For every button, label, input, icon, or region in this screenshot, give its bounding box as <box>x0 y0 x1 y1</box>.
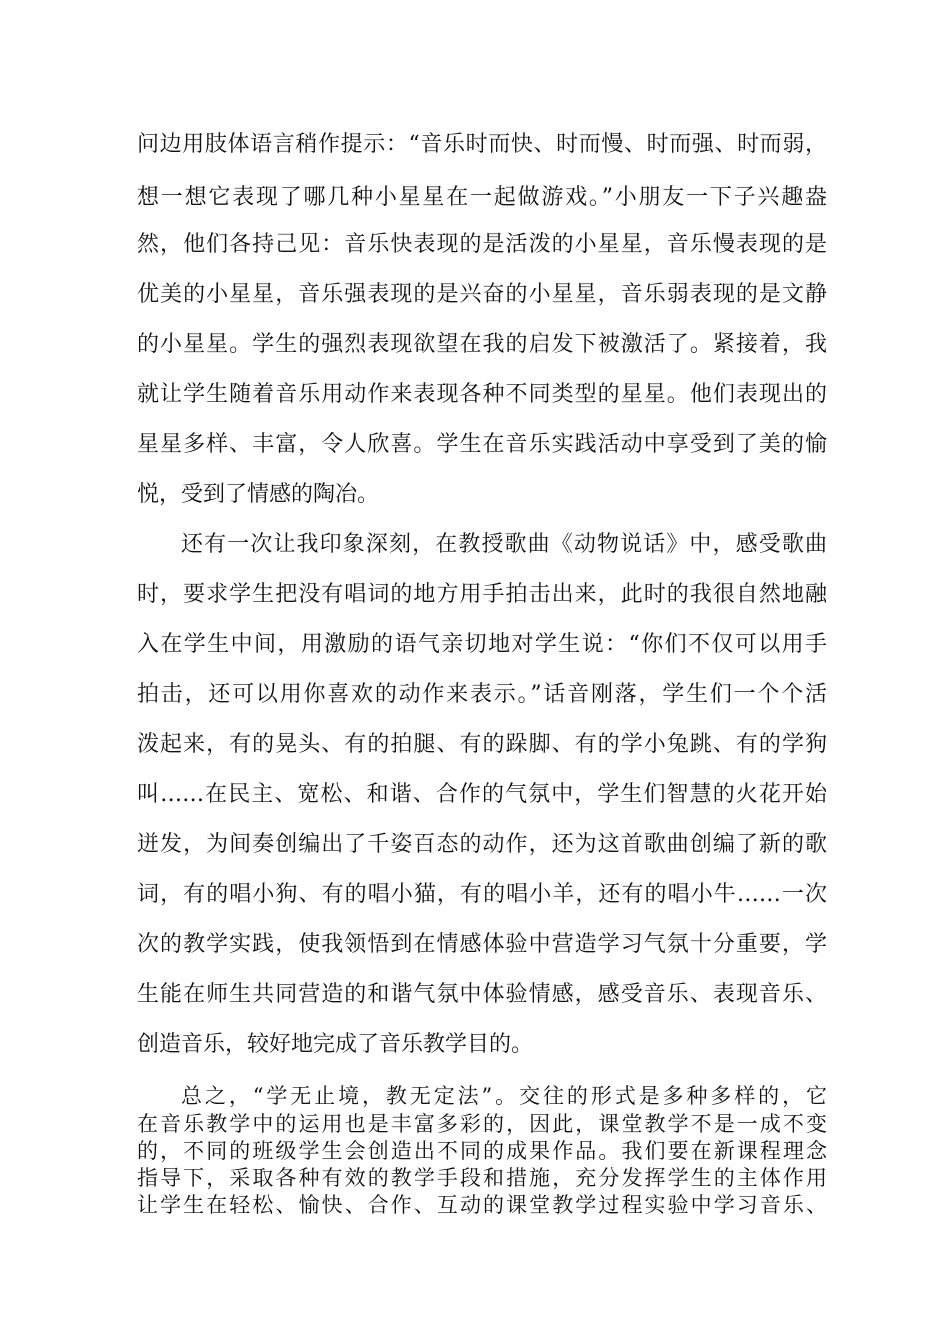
text-line: 总之，“学无止境，教无定法”。交往的形式是多种多样的，它 <box>181 1084 827 1108</box>
text-line: 迸发，为间奏创编出了千姿百态的动作，还为这首歌曲创编了新的歌 <box>137 832 827 857</box>
text-line: 生能在师生共同营造的和谐气氛中体验情感，感受音乐、表现音乐、 <box>137 982 827 1007</box>
text-line: 的小星星。学生的强烈表现欲望在我的启发下被激活了。紧接着，我 <box>137 332 827 357</box>
text-line: 的，不同的班级学生会创造出不同的成果作品。我们要在新课程理念 <box>137 1139 827 1163</box>
text-line: 叫……在民主、宽松、和谐、合作的气氛中，学生们智慧的火花开始 <box>137 782 827 807</box>
text-line: 次的教学实践，使我领悟到在情感体验中营造学习气氛十分重要，学 <box>137 932 827 957</box>
text-line: 在音乐教学中的运用也是丰富多彩的，因此，课堂教学不是一成不变 <box>137 1112 827 1136</box>
text-line: 词，有的唱小狗、有的唱小猫，有的唱小羊，还有的唱小牛……一次 <box>137 882 827 907</box>
text-line: 创造音乐，较好地完成了音乐教学目的。 <box>137 1032 534 1057</box>
text-line: 然，他们各持己见：音乐快表现的是活泼的小星星，音乐慢表现的是 <box>137 232 827 257</box>
text-line: 拍击，还可以用你喜欢的动作来表示。”话音刚落，学生们一个个活 <box>137 682 827 707</box>
text-line: 悦，受到了情感的陶冶。 <box>137 482 380 507</box>
text-line: 星星多样、丰富，令人欣喜。学生在音乐实践活动中享受到了美的愉 <box>137 432 827 457</box>
text-line: 让学生在轻松、愉快、合作、互动的课堂教学过程实验中学习音乐、 <box>137 1193 827 1217</box>
text-line: 指导下，采取各种有效的教学手段和措施，充分发挥学生的主体作用 <box>137 1166 827 1190</box>
text-line: 问边用肢体语言稍作提示：“音乐时而快、时而慢、时而强、时而弱， <box>137 132 827 157</box>
text-line: 泼起来，有的晃头、有的拍腿、有的跺脚、有的学小兔跳、有的学狗 <box>137 732 827 757</box>
text-line: 想一想它表现了哪几种小星星在一起做游戏。”小朋友一下子兴趣盎 <box>137 185 827 210</box>
text-line: 入在学生中间，用激励的语气亲切地对学生说：“你们不仅可以用手 <box>137 632 827 657</box>
text-line: 还有一次让我印象深刻，在教授歌曲《动物说话》中，感受歌曲 <box>181 532 827 557</box>
text-line: 就让学生随着音乐用动作来表现各种不同类型的星星。他们表现出的 <box>137 382 827 407</box>
text-line: 优美的小星星，音乐强表现的是兴奋的小星星，音乐弱表现的是文静 <box>137 282 827 307</box>
text-line: 时，要求学生把没有唱词的地方用手拍击出来，此时的我很自然地融 <box>137 582 827 607</box>
